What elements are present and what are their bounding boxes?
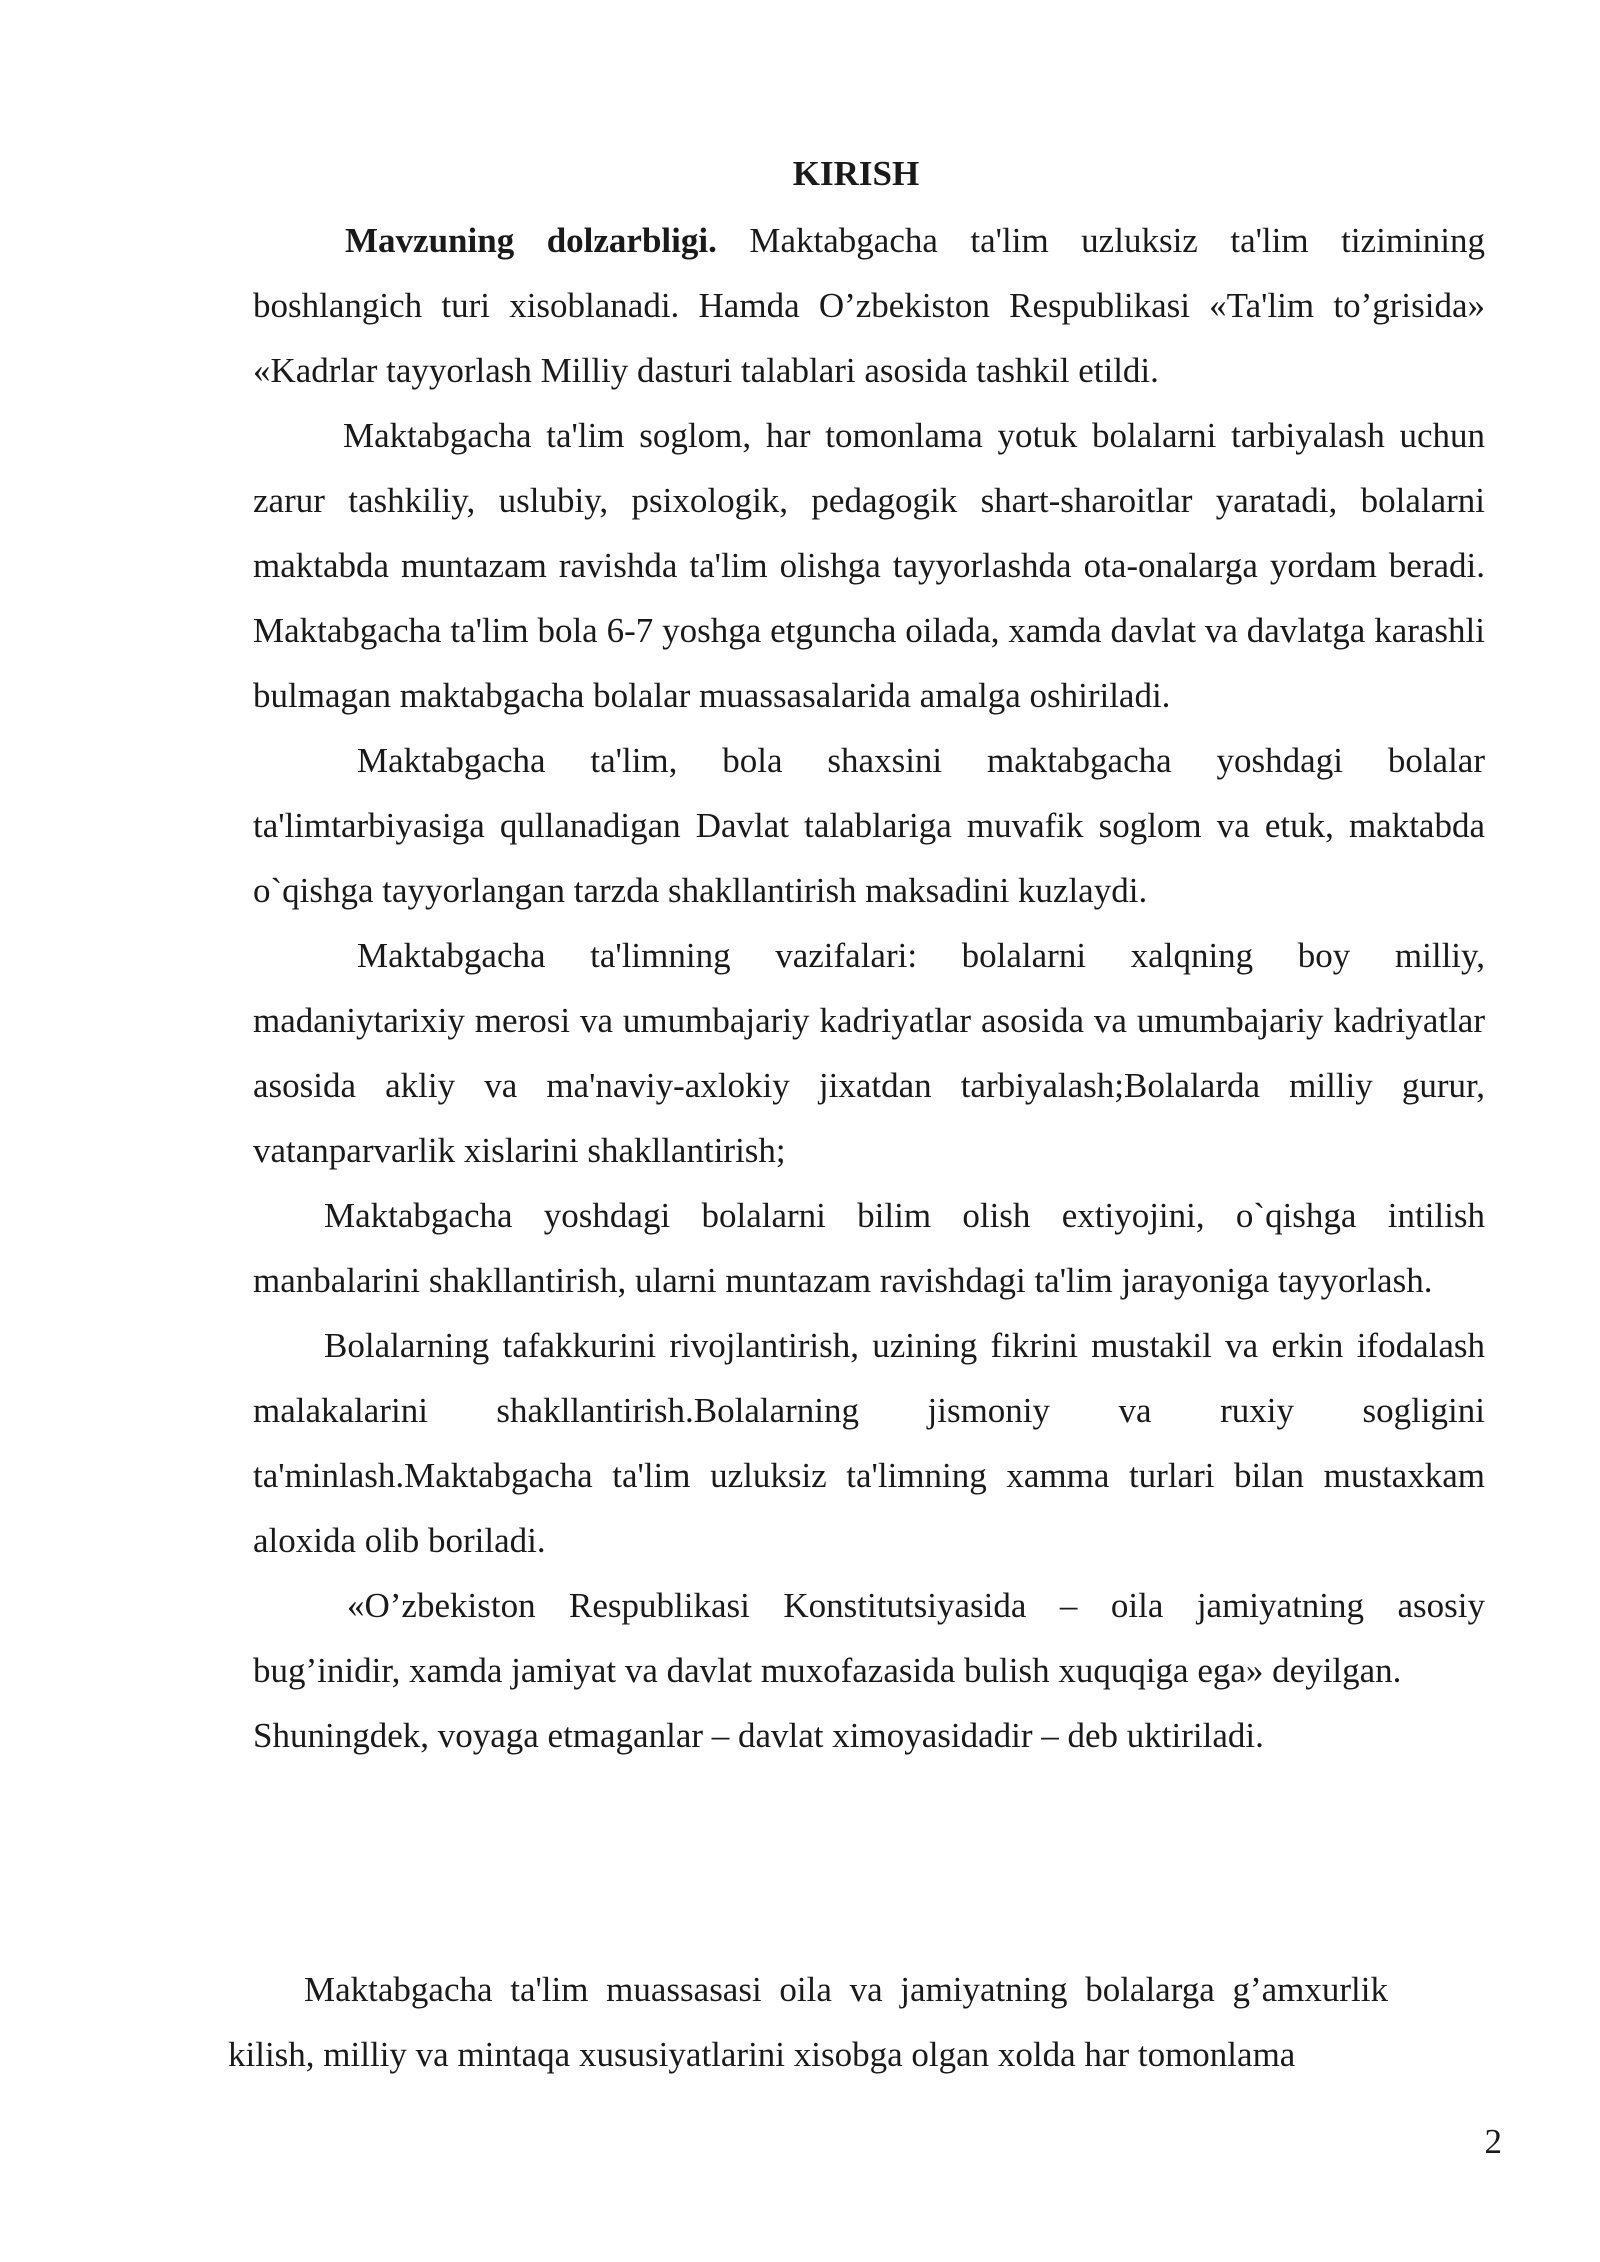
page-title: KIRISH: [792, 154, 920, 193]
paragraph: «O’zbekiston Respublikasi Konstitutsiyasida – oila jamiyatning asosiy bug’inidir, xamda jamiyat va davlat muxofazasida bulish xuquqiga ega» deyilgan.: [253, 1586, 1485, 1690]
paragraph: Maktabgacha ta'limning vazifalari: bolalarni xalqning boy milliy, madaniytarixiy merosi va umumbajariy kadriyatlar asosida va umumbajariy kadriyatlar asosida akliy va ma'naviy-axlokiy jixatdan tarbiyalash;Bolalarda milliy gurur, vatanparvarlik xislarini shakllantirish;: [253, 936, 1485, 1170]
paragraph-relevance: [253, 208, 1485, 403]
paragraph: Maktabgacha ta'lim, bola shaxsini maktabgacha yoshdagi bolalar ta'limtarbiyasiga qullanadigan Davlat talablariga muvafik soglom va etuk, maktabda o`qishga tayyorlangan tarzda shakllantirish maksadini kuzlaydi.: [253, 741, 1485, 910]
paragraph: Shuningdek, voyaga etmaganlar – davlat ximoyasidadir – deb uktiriladi.: [253, 1716, 1264, 1755]
paragraph: Maktabgacha ta'lim muassasasi oila va jamiyatning bolalarga g’amxurlik kilish, milliy va mintaqa xususiyatlarini xisobga olgan xolda har tomonlama: [228, 1970, 1388, 2074]
paragraph: Maktabgacha yoshdagi bolalarni bilim olish extiyojini, o`qishga intilish manbalarini shakllantirish, ularni muntazam ravishdagi ta'lim jarayoniga tayyorlash.: [253, 1196, 1485, 1300]
paragraph: Bolalarning tafakkurini rivojlantirish, uzining fikrini mustakil va erkin ifodalash malakalarini shakllantirish.Bolalarning jismoniy va ruxiy sogligini ta'minlash.Maktabgacha ta'lim uzluksiz ta'limning xamma turlari bilan mustaxkam aloxida olib boriladi.: [253, 1326, 1485, 1560]
body-text: [253, 208, 1485, 1768]
paragraph-lead: Mavzuning dolzarbligi.: [345, 221, 717, 260]
paragraph: Maktabgacha ta'lim soglom, har tomonlama yotuk bolalarni tarbiyalash uchun zarur tashkiliy, uslubiy, psixologik, pedagogik shart-sharoitlar yaratadi, bolalarni maktabda muntazam ravishda ta'lim olishga tayyorlashda ota-onalarga yordam beradi. Maktabgacha ta'lim bola 6-7 yoshga etguncha oilada, xamda davlat va davlatga karashli bulmagan maktabgacha bolalar muassasalarida amalga oshiriladi.: [253, 416, 1485, 715]
page-number: 2: [1484, 2122, 1502, 2161]
paragraph-text: Maktabgacha ta'lim uzluksiz ta'lim tizimining boshlangich turi xisoblanadi. Hamda O’zbekiston Respublikasi «Ta'lim to’grisida» «Kadrlar tayyorlash Milliy dasturi talablari asosida tashkil etildi.: [253, 221, 1485, 390]
